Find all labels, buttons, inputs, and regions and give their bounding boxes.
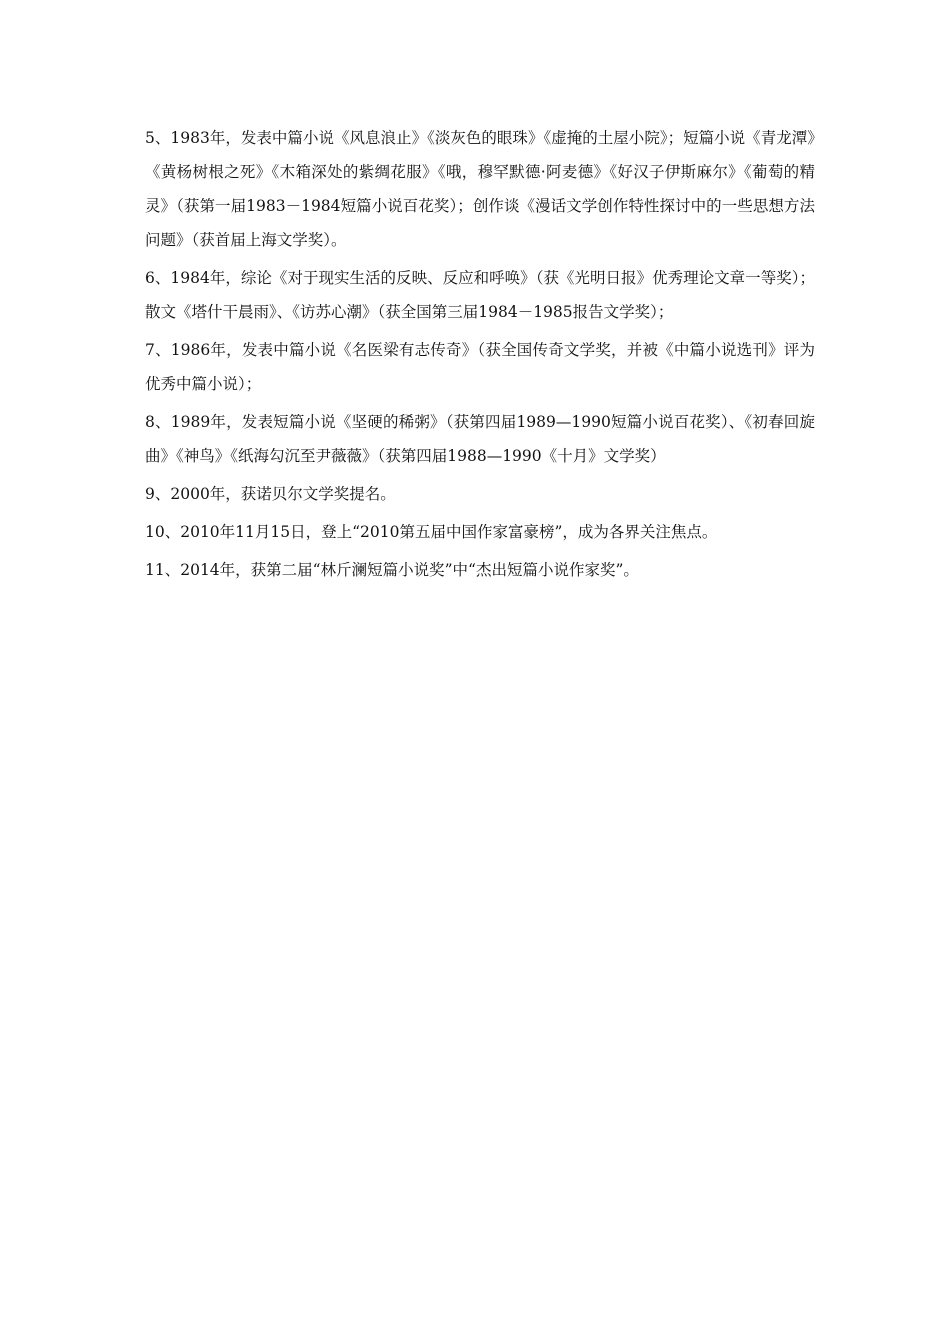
paragraph-2010: 10、2010年11月15日，登上“2010第五届中国作家富豪榜”，成为各界关注焦点。 — [145, 523, 718, 541]
document-body — [145, 121, 815, 591]
paragraph-1984: 6、1984年，综论《对于现实生活的反映、反应和呼唤》（获《光明日报》优秀理论文章一等奖）；散文《塔什干晨雨》、《访苏心潮》（获全国第三届1984－1985报告文学奖）； — [145, 269, 815, 321]
paragraph-1983: 5、1983年，发表中篇小说《风息浪止》《淡灰色的眼珠》《虚掩的土屋小院》；短篇小说《青龙潭》《黄杨树根之死》《木箱深处的紫绸花服》《哦，穆罕默德·阿麦德》《好汉子伊斯麻尔》《葡萄的精灵》（获第一届1983－1984短篇小说百花奖）；创作谈《漫话文学创作特性探讨中的一些思想方法问题》（获首届上海文学奖）。 — [145, 129, 815, 249]
paragraph-2000: 9、2000年，获诺贝尔文学奖提名。 — [145, 485, 396, 503]
paragraph-1989: 8、1989年，发表短篇小说《坚硬的稀粥》（获第四届1989—1990短篇小说百花奖）、《初春回旋曲》《神鸟》《纸海勾沉至尹薇薇》（获第四届1988—1990《十月》文学奖） — [145, 413, 815, 465]
paragraph-2014: 11、2014年，获第二届“林斤澜短篇小说奖”中“杰出短篇小说作家奖”。 — [145, 561, 639, 579]
paragraph-1986: 7、1986年，发表中篇小说《名医梁有志传奇》（获全国传奇文学奖，并被《中篇小说选刊》评为优秀中篇小说）； — [145, 341, 815, 393]
